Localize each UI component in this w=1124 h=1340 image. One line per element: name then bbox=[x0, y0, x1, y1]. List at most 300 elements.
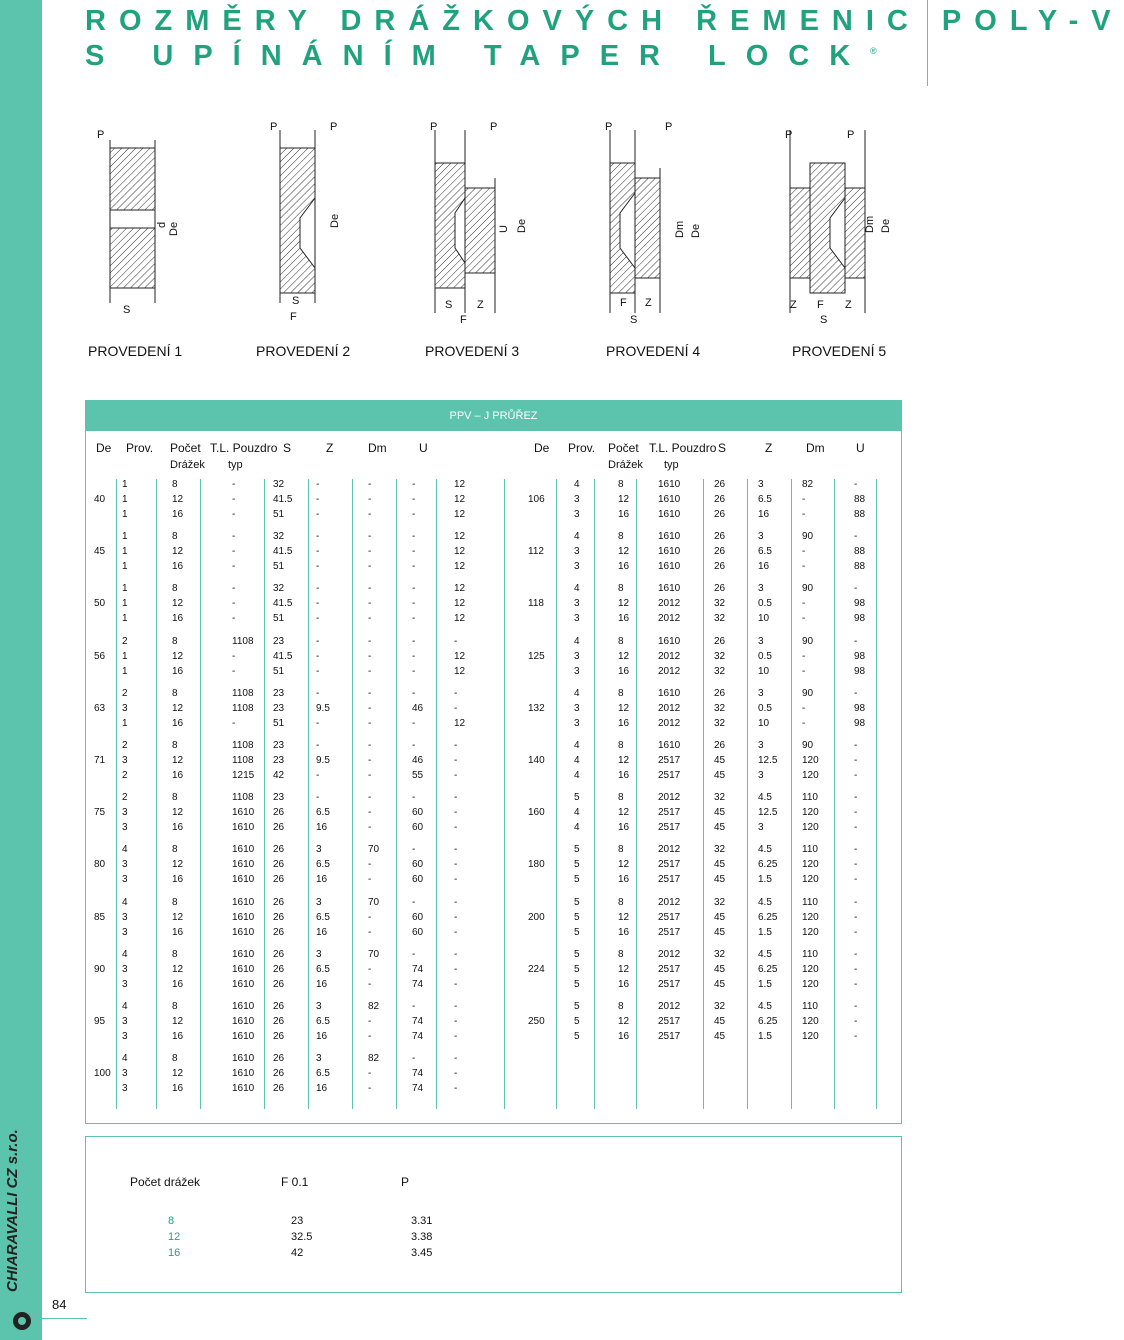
table-cell: 4 bbox=[574, 635, 580, 647]
table-cell: 16 bbox=[618, 561, 630, 573]
table-cell: 32 bbox=[714, 896, 726, 908]
table-cell: - bbox=[368, 717, 372, 729]
table-cell: - bbox=[368, 740, 372, 751]
table-cell: 41.5 bbox=[273, 650, 293, 662]
table-cell: 3 bbox=[574, 650, 580, 662]
drawing-provedeni bbox=[775, 118, 900, 333]
table-cell: 12 bbox=[172, 546, 184, 558]
table-cell: 1610 bbox=[232, 844, 255, 856]
table-cell: 26 bbox=[714, 635, 726, 647]
table-cell: 4.5 bbox=[758, 792, 772, 804]
table-cell: 32 bbox=[714, 598, 726, 610]
registered-mark: ® bbox=[870, 46, 877, 56]
table-cell: 98 bbox=[854, 650, 866, 662]
drawing-label: Z bbox=[790, 299, 797, 311]
table-cell: 4 bbox=[574, 822, 580, 834]
table-cell: - bbox=[316, 561, 320, 573]
table-cell: 5 bbox=[574, 1001, 580, 1012]
table-cell: - bbox=[854, 807, 858, 819]
table-cell: 3 bbox=[316, 844, 322, 856]
table-cell: 32 bbox=[714, 702, 726, 714]
column-divider bbox=[396, 479, 397, 1109]
table-cell: - bbox=[454, 1031, 458, 1042]
groove-col-header: F 0.1 bbox=[281, 1175, 309, 1189]
column-divider bbox=[116, 479, 117, 1109]
table-cell: 12 bbox=[172, 650, 184, 662]
table-cell: - bbox=[412, 479, 416, 490]
table-cell: 74 bbox=[412, 1083, 424, 1095]
table-cell: - bbox=[854, 963, 858, 975]
table-cell: 26 bbox=[273, 1068, 285, 1080]
col-header: Počet bbox=[608, 441, 639, 455]
drawing-label: P bbox=[785, 129, 793, 141]
table-cell: 12 bbox=[454, 494, 466, 505]
table-cell: 88 bbox=[854, 494, 866, 505]
de-value: 112 bbox=[528, 546, 544, 558]
table-cell: 1108 bbox=[232, 702, 254, 714]
table-cell: - bbox=[368, 561, 372, 573]
table-cell: 2012 bbox=[658, 844, 681, 856]
table-cell: 5 bbox=[574, 1016, 580, 1027]
table-cell: 2517 bbox=[658, 807, 681, 819]
table-cell: - bbox=[854, 740, 858, 751]
de-value: 80 bbox=[94, 859, 106, 871]
table-cell: 0.5 bbox=[758, 650, 772, 662]
table-cell: - bbox=[412, 740, 416, 751]
table-cell: - bbox=[316, 546, 320, 558]
col-header: U bbox=[419, 441, 428, 455]
table-cell: - bbox=[316, 494, 320, 505]
table-cell: 1610 bbox=[232, 859, 255, 871]
table-cell: 98 bbox=[854, 598, 866, 610]
table-cell: 3 bbox=[316, 948, 322, 960]
table-cell: 51 bbox=[273, 613, 285, 625]
table-cell: 1610 bbox=[232, 926, 255, 938]
table-cell: 82 bbox=[368, 1053, 380, 1065]
table-cell: 45 bbox=[714, 926, 726, 938]
table-cell: 12 bbox=[172, 494, 184, 505]
table-cell: 16 bbox=[618, 665, 630, 677]
de-value: 118 bbox=[528, 598, 544, 610]
table-cell: - bbox=[368, 583, 372, 595]
page-title-line2: S UPÍNÁNÍM TAPER LOCK bbox=[85, 40, 871, 72]
table-cell: - bbox=[802, 650, 806, 662]
table-cell: 16 bbox=[316, 1031, 328, 1042]
table-cell: 5 bbox=[574, 911, 580, 923]
table-cell: 1610 bbox=[658, 740, 681, 751]
table-cell: 90 bbox=[802, 531, 814, 543]
table-cell: 110 bbox=[802, 1001, 818, 1012]
table-cell: 1108 bbox=[232, 635, 254, 647]
table-cell: 12 bbox=[618, 963, 630, 975]
table-cell: - bbox=[854, 1016, 858, 1027]
table-cell: 3 bbox=[574, 613, 580, 625]
table-cell: 120 bbox=[802, 911, 819, 923]
drawing-label: De bbox=[690, 223, 702, 238]
table-cell: 4 bbox=[574, 531, 580, 543]
table-cell: 70 bbox=[368, 896, 380, 908]
drawing-label: De bbox=[516, 218, 528, 233]
table-cell: 120 bbox=[802, 755, 819, 766]
table-cell: 45 bbox=[714, 755, 726, 766]
table-cell: 8 bbox=[618, 479, 624, 490]
table-cell: 110 bbox=[802, 896, 818, 908]
table-cell: 32 bbox=[714, 650, 726, 662]
table-cell: 88 bbox=[854, 561, 866, 573]
table-cell: 3 bbox=[122, 1016, 128, 1027]
boss-section bbox=[635, 178, 660, 278]
drawing-provedeni bbox=[95, 118, 180, 333]
table-cell: 16 bbox=[172, 613, 184, 625]
table-cell: 12 bbox=[172, 807, 184, 819]
de-value: 71 bbox=[94, 755, 106, 766]
table-cell: 10 bbox=[758, 665, 770, 677]
table-cell: 16 bbox=[172, 874, 184, 886]
groove-col-header: Počet drážek bbox=[130, 1175, 201, 1189]
table-cell: 16 bbox=[172, 561, 184, 573]
table-cell: - bbox=[454, 926, 458, 938]
de-value: 90 bbox=[94, 963, 106, 975]
table-cell: - bbox=[854, 911, 858, 923]
table-cell: 3 bbox=[574, 598, 580, 610]
table-cell: - bbox=[316, 740, 320, 751]
table-cell: 45 bbox=[714, 822, 726, 834]
col-header: Z bbox=[765, 441, 773, 455]
column-divider bbox=[703, 479, 704, 1109]
table-cell: 74 bbox=[412, 1031, 424, 1042]
table-cell: - bbox=[368, 755, 372, 766]
table-cell: 16 bbox=[172, 926, 184, 938]
column-divider bbox=[747, 479, 748, 1109]
table-cell: 8 bbox=[618, 792, 624, 804]
brand-logo-icon bbox=[13, 1312, 31, 1330]
table-cell: 88 bbox=[854, 546, 866, 558]
table-cell: 60 bbox=[412, 859, 424, 871]
table-cell: - bbox=[232, 650, 236, 662]
table-cell: 6.5 bbox=[758, 546, 772, 558]
table-cell: 51 bbox=[273, 509, 285, 520]
table-cell: 12 bbox=[172, 598, 184, 610]
groove-cell: 3.38 bbox=[411, 1231, 433, 1243]
col-header: Z bbox=[326, 441, 334, 455]
drawing-label: F bbox=[460, 314, 467, 326]
de-value: 140 bbox=[528, 755, 545, 766]
table-cell: - bbox=[854, 531, 858, 543]
table-cell: 2517 bbox=[658, 874, 681, 886]
table-cell: - bbox=[854, 822, 858, 834]
table-cell: - bbox=[368, 1083, 372, 1095]
table-cell: 3 bbox=[122, 874, 128, 886]
table-cell: - bbox=[412, 494, 416, 505]
table-cell: - bbox=[854, 792, 858, 804]
table-cell: 88 bbox=[854, 509, 866, 520]
table-cell: 12 bbox=[618, 807, 630, 819]
table-cell: 16 bbox=[618, 509, 630, 520]
table-cell: 6.25 bbox=[758, 911, 778, 923]
table-cell: - bbox=[412, 665, 416, 677]
table-cell: 3 bbox=[122, 755, 128, 766]
col-header: U bbox=[856, 441, 865, 455]
table-cell: 2517 bbox=[658, 1016, 681, 1027]
table-cell: - bbox=[802, 509, 806, 520]
table-cell: 4 bbox=[122, 896, 128, 908]
table-cell: - bbox=[232, 494, 236, 505]
drawing-label: P bbox=[490, 121, 498, 133]
table-cell: 2517 bbox=[658, 1031, 681, 1042]
table-cell: 46 bbox=[412, 702, 424, 714]
table-cell: 3 bbox=[574, 561, 580, 573]
table-cell: 1610 bbox=[232, 911, 255, 923]
table-cell: 8 bbox=[172, 635, 178, 647]
table-cell: - bbox=[454, 963, 458, 975]
table-cell: 51 bbox=[273, 561, 285, 573]
table-cell: 2 bbox=[122, 635, 128, 647]
table-cell: - bbox=[412, 948, 416, 960]
drawing-label: U bbox=[498, 225, 510, 233]
table-cell: 120 bbox=[802, 1031, 819, 1042]
groove-cell: 8 bbox=[168, 1215, 175, 1227]
technical-drawings bbox=[85, 118, 900, 333]
table-cell: 32 bbox=[714, 665, 726, 677]
table-cell: 8 bbox=[618, 531, 624, 543]
table-cell: 3 bbox=[122, 963, 128, 975]
table-cell: - bbox=[368, 598, 372, 610]
table-cell: - bbox=[802, 598, 806, 610]
table-cell: - bbox=[454, 807, 458, 819]
table-cell: - bbox=[454, 1083, 458, 1095]
column-divider bbox=[556, 479, 557, 1109]
table-cell: 8 bbox=[172, 948, 178, 960]
de-value: 45 bbox=[94, 546, 106, 558]
drawing-label: P bbox=[330, 121, 338, 133]
de-value: 95 bbox=[94, 1016, 106, 1027]
table-cell: 26 bbox=[273, 978, 285, 990]
table-cell: 1 bbox=[122, 583, 128, 595]
table-cell: 2 bbox=[122, 740, 128, 751]
drawing-label: Z bbox=[845, 299, 852, 311]
table-cell: - bbox=[316, 583, 320, 595]
table-cell: 98 bbox=[854, 702, 866, 714]
table-cell: 5 bbox=[574, 1031, 580, 1042]
col-header: De bbox=[534, 441, 550, 455]
table-cell: 2012 bbox=[658, 650, 681, 662]
table-cell: 32 bbox=[714, 717, 726, 729]
table-cell: 74 bbox=[412, 963, 424, 975]
table-cell: 8 bbox=[618, 687, 624, 699]
drawing-label: F bbox=[620, 297, 627, 309]
table-cell: - bbox=[454, 770, 458, 781]
table-cell: 60 bbox=[412, 874, 424, 886]
table-cell: 1610 bbox=[658, 561, 681, 573]
table-cell: 26 bbox=[273, 1053, 285, 1065]
table-cell: 110 bbox=[802, 844, 818, 856]
table-cell: 16 bbox=[172, 1031, 184, 1042]
drawing-label: P bbox=[665, 121, 673, 133]
table-cell: 3 bbox=[122, 1083, 128, 1095]
table-cell: 2012 bbox=[658, 702, 681, 714]
groove-table bbox=[85, 1136, 902, 1293]
table-cell: 1.5 bbox=[758, 978, 772, 990]
drawing-label: P bbox=[430, 121, 438, 133]
table-cell: 16 bbox=[618, 770, 630, 781]
table-cell: 4.5 bbox=[758, 1001, 772, 1012]
table-cell: 1 bbox=[122, 561, 128, 573]
table-cell: 12 bbox=[454, 479, 466, 490]
table-cell: - bbox=[368, 1031, 372, 1042]
table-cell: 1610 bbox=[232, 1053, 255, 1065]
table-cell: - bbox=[854, 844, 858, 856]
table-cell: 2012 bbox=[658, 717, 681, 729]
table-cell: 1.5 bbox=[758, 1031, 772, 1042]
table-cell: 23 bbox=[273, 702, 285, 714]
table-cell: 51 bbox=[273, 665, 285, 677]
table-cell: - bbox=[454, 1053, 458, 1065]
table-cell: - bbox=[802, 717, 806, 729]
table-cell: 6.25 bbox=[758, 859, 778, 871]
table-cell: 45 bbox=[714, 911, 726, 923]
drawing-label: Z bbox=[645, 297, 652, 309]
table-cell: 60 bbox=[412, 822, 424, 834]
table-cell: 1 bbox=[122, 613, 128, 625]
table-cell: 12 bbox=[454, 613, 466, 625]
table-cell: 1610 bbox=[658, 687, 681, 699]
table-cell: 32 bbox=[273, 479, 285, 490]
table-cell: 1610 bbox=[232, 874, 255, 886]
table-cell: 1610 bbox=[232, 822, 255, 834]
de-value: 224 bbox=[528, 963, 545, 975]
bore bbox=[110, 210, 155, 228]
table-cell: 6.25 bbox=[758, 963, 778, 975]
table-cell: 60 bbox=[412, 807, 424, 819]
table-cell: 6.5 bbox=[758, 494, 772, 505]
table-cell: - bbox=[412, 717, 416, 729]
table-cell: 1610 bbox=[658, 509, 681, 520]
table-cell: 26 bbox=[273, 1016, 285, 1027]
table-cell: 8 bbox=[172, 687, 178, 699]
table-cell: 12 bbox=[618, 546, 630, 558]
table-cell: 1610 bbox=[232, 1016, 255, 1027]
table-cell: 10 bbox=[758, 613, 770, 625]
table-cell: - bbox=[412, 583, 416, 595]
table-cell: 12 bbox=[454, 546, 466, 558]
col-header: De bbox=[96, 441, 112, 455]
table-cell: - bbox=[454, 844, 458, 856]
de-value: 100 bbox=[94, 1068, 111, 1080]
table-cell: 2012 bbox=[658, 665, 681, 677]
table-cell: 70 bbox=[368, 948, 380, 960]
table-cell: 3 bbox=[574, 702, 580, 714]
table-cell: - bbox=[232, 546, 236, 558]
table-cell: - bbox=[316, 635, 320, 647]
table-cell: 2012 bbox=[658, 896, 681, 908]
table-cell: 26 bbox=[714, 509, 726, 520]
table-cell: 26 bbox=[273, 844, 285, 856]
table-cell: 26 bbox=[273, 1001, 285, 1012]
col-header: Počet bbox=[170, 441, 201, 455]
table-cell: 55 bbox=[412, 770, 424, 781]
table-cell: - bbox=[368, 874, 372, 886]
table-cell: 1610 bbox=[232, 1068, 255, 1080]
table-cell: 2012 bbox=[658, 613, 681, 625]
table-cell: 60 bbox=[412, 911, 424, 923]
de-value: 125 bbox=[528, 650, 545, 662]
table-cell: 12 bbox=[618, 650, 630, 662]
table-cell: - bbox=[454, 896, 458, 908]
table-cell: 12.5 bbox=[758, 755, 778, 766]
drawing-provedeni bbox=[595, 118, 715, 333]
table-cell: 45 bbox=[714, 807, 726, 819]
table-cell: - bbox=[368, 807, 372, 819]
table-cell: 41.5 bbox=[273, 546, 293, 558]
de-value: 56 bbox=[94, 650, 106, 662]
table-cell: 16 bbox=[172, 770, 184, 781]
table-cell: 1108 bbox=[232, 792, 254, 804]
table-cell: 1610 bbox=[232, 963, 255, 975]
de-value: 132 bbox=[528, 702, 545, 714]
provedeni-label: PROVEDENÍ 4 bbox=[606, 343, 701, 359]
table-cell: - bbox=[854, 896, 858, 908]
table-cell: 2517 bbox=[658, 911, 681, 923]
table-cell: - bbox=[232, 479, 236, 490]
brand-name: CHIARAVALLI CZ s.r.o. bbox=[4, 1129, 21, 1292]
de-value: 160 bbox=[528, 807, 545, 819]
table-cell: 45 bbox=[714, 859, 726, 871]
drawing-provedeni bbox=[260, 118, 360, 333]
table-cell: 16 bbox=[172, 822, 184, 834]
table-cell: 2 bbox=[122, 687, 128, 699]
table-cell: 110 bbox=[802, 948, 818, 960]
table-cell: 4 bbox=[574, 807, 580, 819]
table-cell: - bbox=[802, 702, 806, 714]
table-cell: 1 bbox=[122, 598, 128, 610]
de-value: 75 bbox=[94, 807, 106, 819]
de-value: 50 bbox=[94, 598, 106, 610]
table-cell: - bbox=[368, 702, 372, 714]
table-cell: 45 bbox=[714, 978, 726, 990]
table-cell: 23 bbox=[273, 635, 285, 647]
table-cell: 2 bbox=[122, 770, 128, 781]
table-cell: 1.5 bbox=[758, 926, 772, 938]
table-cell: 3 bbox=[574, 665, 580, 677]
table-cell: 120 bbox=[802, 807, 819, 819]
table-cell: 2517 bbox=[658, 978, 681, 990]
page-number-rule bbox=[42, 1318, 87, 1319]
table-cell: - bbox=[412, 546, 416, 558]
table-cell: 6.25 bbox=[758, 1016, 778, 1027]
table-cell: 3 bbox=[758, 479, 764, 490]
table-cell: 120 bbox=[802, 978, 819, 990]
table-cell: - bbox=[368, 822, 372, 834]
table-cell: - bbox=[802, 546, 806, 558]
table-cell: 8 bbox=[618, 1001, 624, 1012]
table-cell: - bbox=[368, 978, 372, 990]
table-cell: 2012 bbox=[658, 792, 681, 804]
table-cell: 16 bbox=[316, 926, 328, 938]
table-cell: 2517 bbox=[658, 859, 681, 871]
table-cell: 1610 bbox=[232, 1001, 255, 1012]
groove-cell: 16 bbox=[168, 1247, 181, 1259]
drawing-label: De bbox=[329, 213, 341, 228]
table-cell: - bbox=[854, 948, 858, 960]
table-cell: 90 bbox=[802, 583, 814, 595]
boss-section bbox=[790, 188, 810, 278]
title-rule bbox=[927, 0, 928, 86]
table-cell: 120 bbox=[802, 963, 819, 975]
drawing-label: De bbox=[880, 218, 892, 233]
table-cell: 1 bbox=[122, 509, 128, 520]
table-cell: - bbox=[232, 613, 236, 625]
table-cell: 1 bbox=[122, 546, 128, 558]
